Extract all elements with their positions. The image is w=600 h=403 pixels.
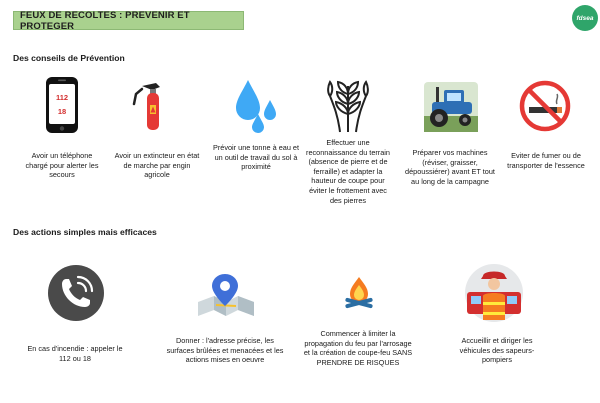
campfire-icon: [340, 274, 378, 312]
phone-icon: [45, 76, 79, 134]
logo-text: fdsea: [576, 14, 594, 22]
fire-extinguisher-icon: [130, 80, 180, 132]
action-caption-call: En cas d'incendie : appeler le 112 ou 18: [27, 344, 123, 363]
phone-call-icon: [47, 264, 105, 322]
water-drops-icon: [230, 78, 282, 134]
wheat-icon: [325, 76, 371, 134]
tractor-icon: [424, 82, 478, 132]
phone-screen-18: 18: [57, 107, 67, 116]
prevention-caption-extinguisher: Avoir un extincteur en état de marche par engin agricole: [114, 151, 200, 180]
prevention-caption-no-smoking: Eviter de fumer ou de transporter de l'essence: [507, 151, 585, 170]
map-pin-icon: [196, 272, 256, 318]
prevention-caption-phone: Avoir un téléphone chargé pour alerter les secours: [25, 151, 99, 180]
firefighter-icon: [463, 262, 525, 324]
section-title-prevention: Des conseils de Prévention: [13, 53, 125, 63]
action-caption-firefighters: Accueillir et diriger les véhicules des sapeurs-pompiers: [459, 336, 535, 365]
fdsea-logo: [572, 5, 598, 31]
section-title-actions: Des actions simples mais efficaces: [13, 227, 157, 237]
phone-screen-112: 112: [55, 93, 69, 102]
prevention-caption-water: Prévoir une tonne à eau et un outil de travail du sol à proximité: [213, 143, 300, 172]
action-caption-address: Donner : l'adresse précise, les surfaces brûlées et menacées et les actions mises en oeuvre: [166, 336, 284, 365]
prevention-caption-wheat: Effectuer une reconnaissance du terrain (absence de pierre et de ferraille) et adapter la hauteur de coupe pour éviter le frottement avec des pierres: [306, 138, 390, 205]
page-title: FEUX DE RECOLTES : PREVENIR ET PROTEGER: [13, 11, 244, 30]
action-caption-limit-fire: Commencer à limiter la propagation du feu par l'arrosage et la création de coupe-feu SANS PRENDRE DE RISQUES: [303, 329, 413, 367]
no-smoking-icon: [519, 80, 571, 132]
prevention-caption-tractor: Préparer vos machines (réviser, graisser, dépoussiérer) avant ET tout au long de la campagne: [405, 148, 495, 186]
